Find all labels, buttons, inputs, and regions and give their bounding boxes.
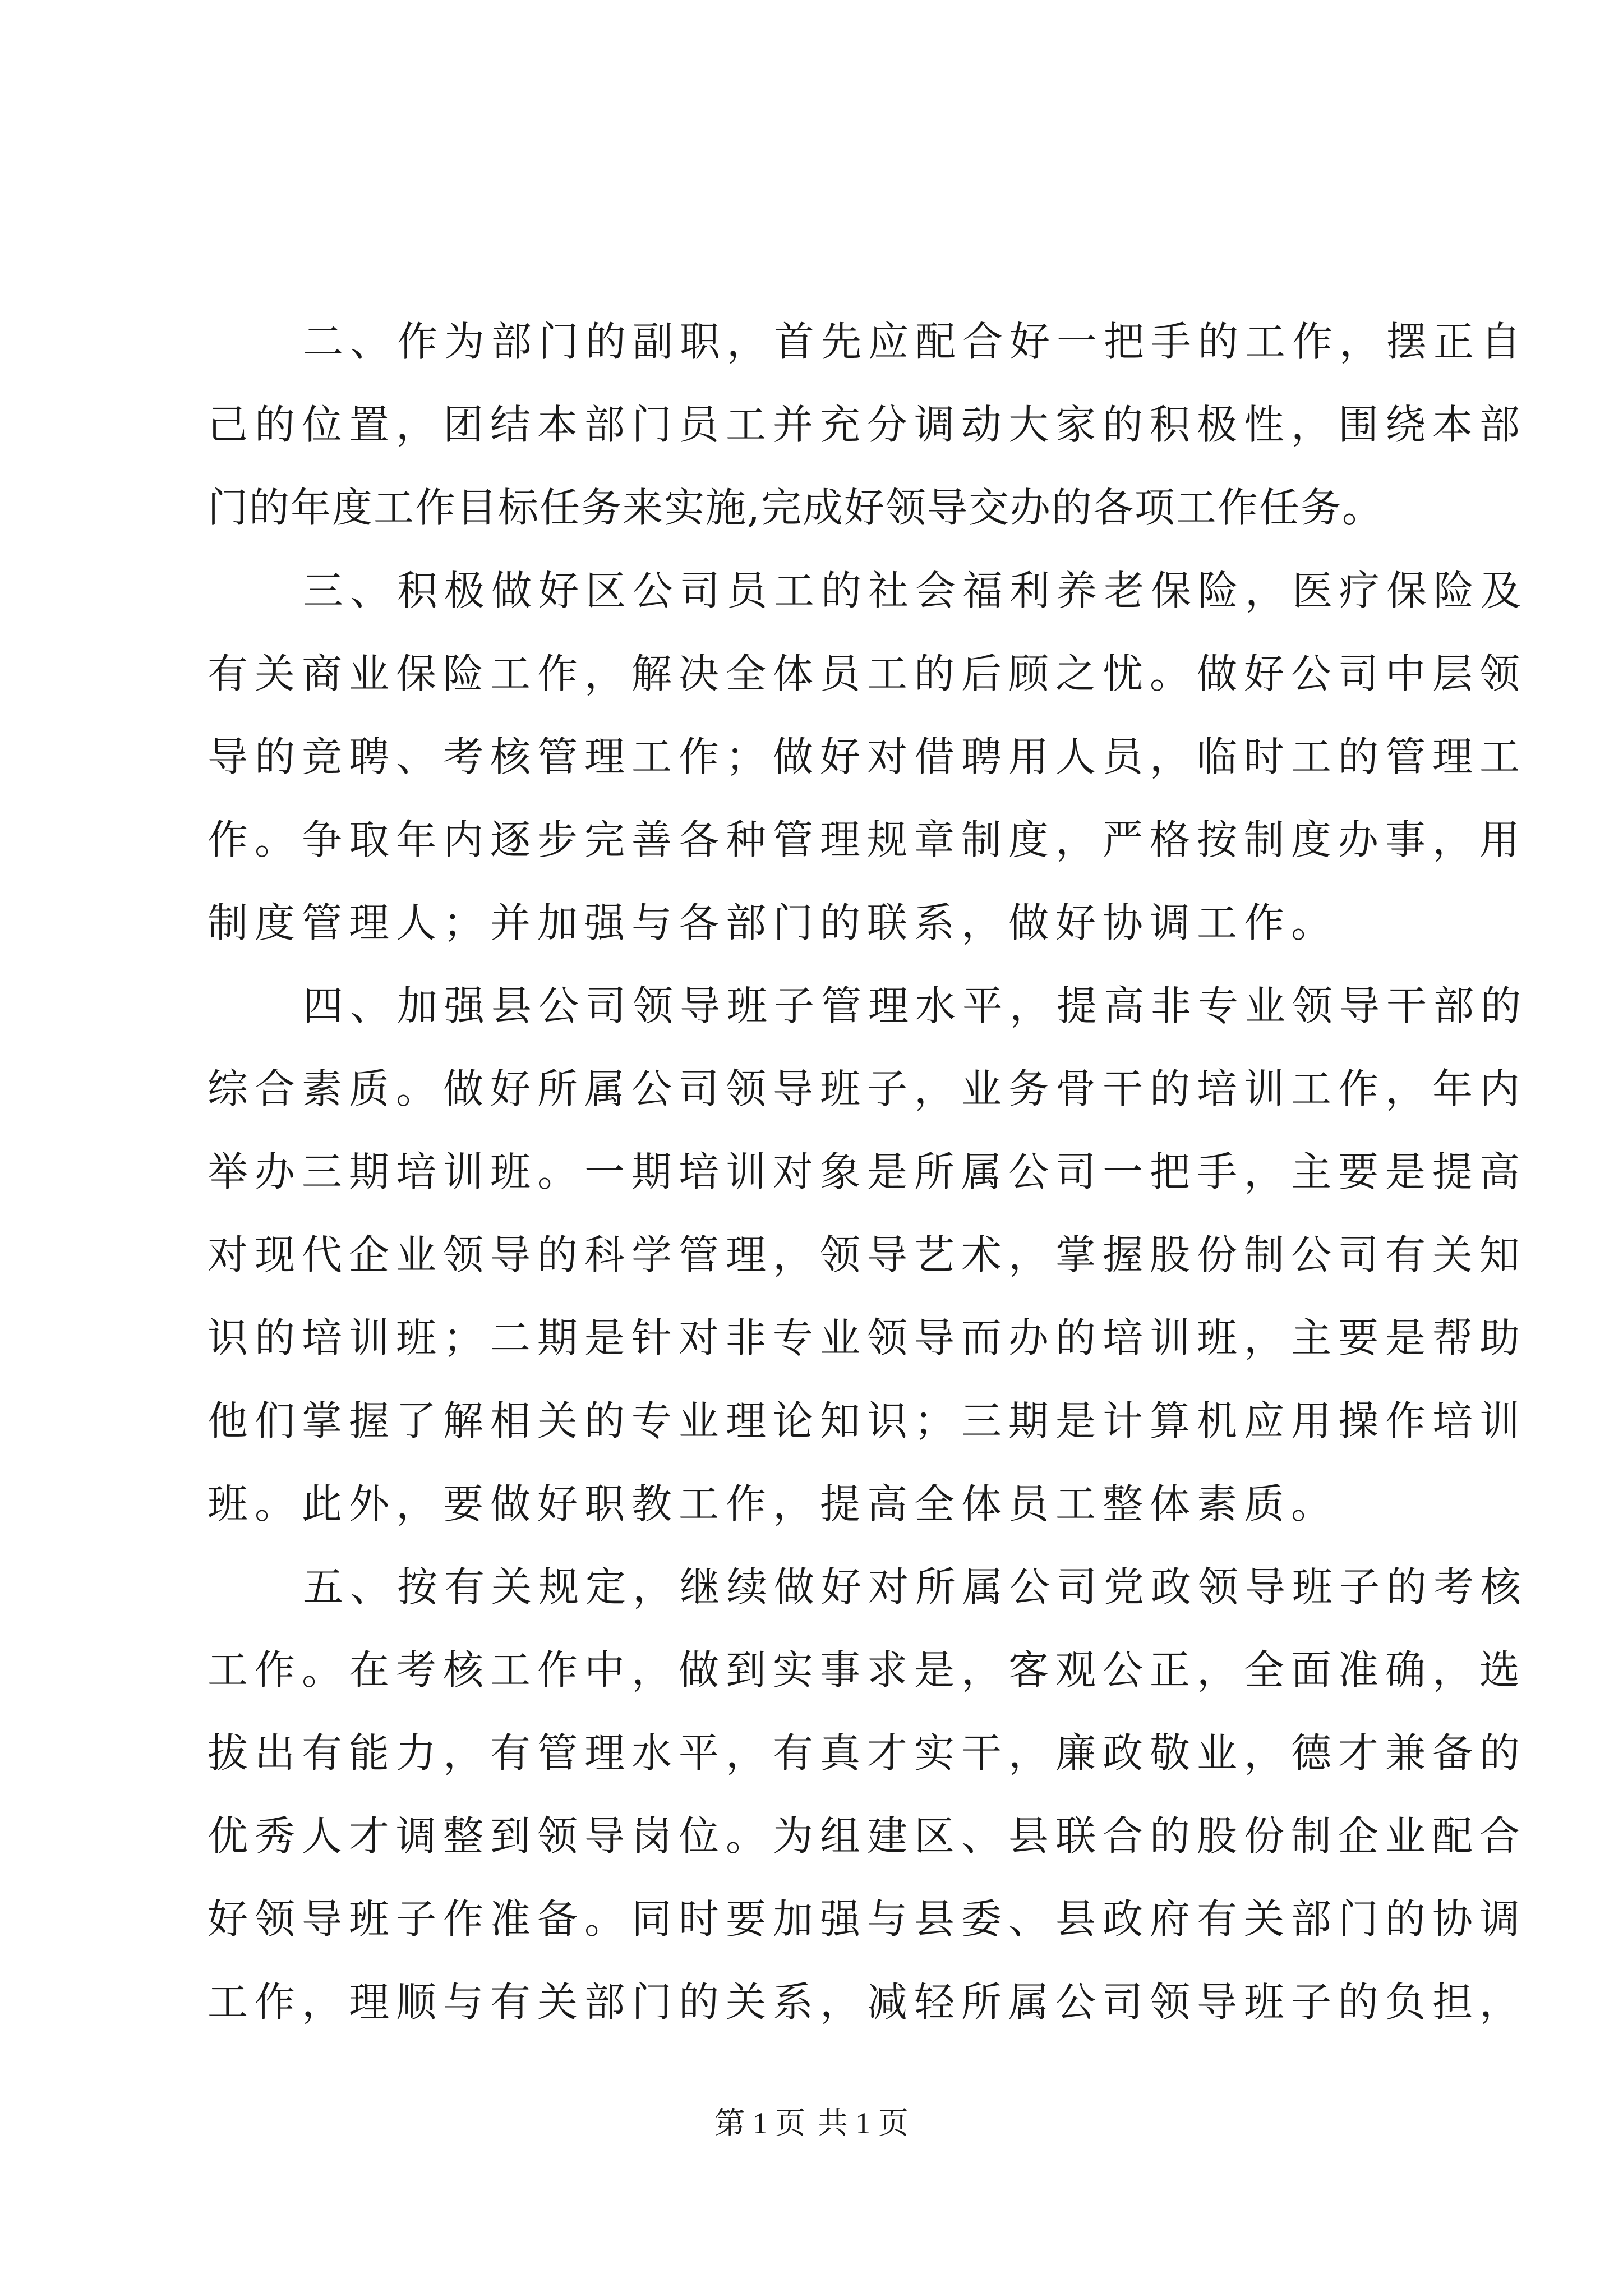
paragraph-4-line-2: 综合素质。做好所属公司领导班子，业务骨干的培训工作，年内	[208, 1065, 1527, 1112]
paragraph-3-line-2: 有关商业保险工作，解决全体员工的后顾之忧。做好公司中层领	[208, 650, 1527, 697]
paragraph-5-line-5: 好领导班子作准备。同时要加强与县委、县政府有关部门的协调	[208, 1895, 1527, 1943]
paragraph-4-line-6: 他们掌握了解相关的专业理论知识；三期是计算机应用操作培训	[208, 1397, 1527, 1444]
paragraph-3-line-4: 作。争取年内逐步完善各种管理规章制度，严格按制度办事，用	[208, 816, 1527, 863]
paragraph-3-line-3: 导的竞聘、考核管理工作；做好对借聘用人员，临时工的管理工	[208, 733, 1527, 780]
document-body	[208, 300, 1528, 2044]
paragraph-5-line-2: 工作。在考核工作中，做到实事求是，客观公正，全面准确，选	[208, 1646, 1527, 1694]
paragraph-4-line-7: 班。此外，要做好职教工作，提高全体员工整体素质。	[208, 1480, 1339, 1527]
paragraph-4-line-1: 四、加强县公司领导班子管理水平，提高非专业领导干部的	[303, 982, 1528, 1029]
paragraph-2-line-3: 门的年度工作目标任务来实施,完成好领导交办的各项工作任务。	[208, 484, 1384, 531]
page-footer	[0, 2104, 1623, 2143]
page-number-label: 第 1 页	[714, 2106, 806, 2140]
paragraph-4-line-4: 对现代企业领导的科学管理，领导艺术，掌握股份制公司有关知	[208, 1231, 1527, 1278]
paragraph-3-line-1: 三、积极做好区公司员工的社会福利养老保险，医疗保险及	[303, 567, 1528, 614]
paragraph-5-line-4: 优秀人才调整到领导岗位。为组建区、县联合的股份制企业配合	[208, 1812, 1527, 1860]
page-total-label: 共 1 页	[817, 2106, 909, 2140]
paragraph-3-line-5: 制度管理人；并加强与各部门的联系，做好协调工作。	[208, 899, 1339, 946]
paragraph-4-line-5: 识的培训班；二期是针对非专业领导而办的培训班，主要是帮助	[208, 1314, 1527, 1361]
paragraph-5-line-6: 工作，理顺与有关部门的关系，减轻所属公司领导班子的负担，	[208, 1978, 1527, 2026]
paragraph-2-line-1: 二、作为部门的副职，首先应配合好一把手的工作，摆正自	[303, 318, 1528, 365]
paragraph-5-line-3: 拔出有能力，有管理水平，有真才实干，廉政敬业，德才兼备的	[208, 1729, 1527, 1777]
paragraph-2-line-2: 己的位置，团结本部门员工并充分调动大家的积极性，围绕本部	[208, 401, 1527, 448]
paragraph-5-line-1: 五、按有关规定，继续做好对所属公司党政领导班子的考核	[303, 1563, 1528, 1611]
paragraph-4-line-3: 举办三期培训班。一期培训对象是所属公司一把手，主要是提高	[208, 1148, 1527, 1195]
